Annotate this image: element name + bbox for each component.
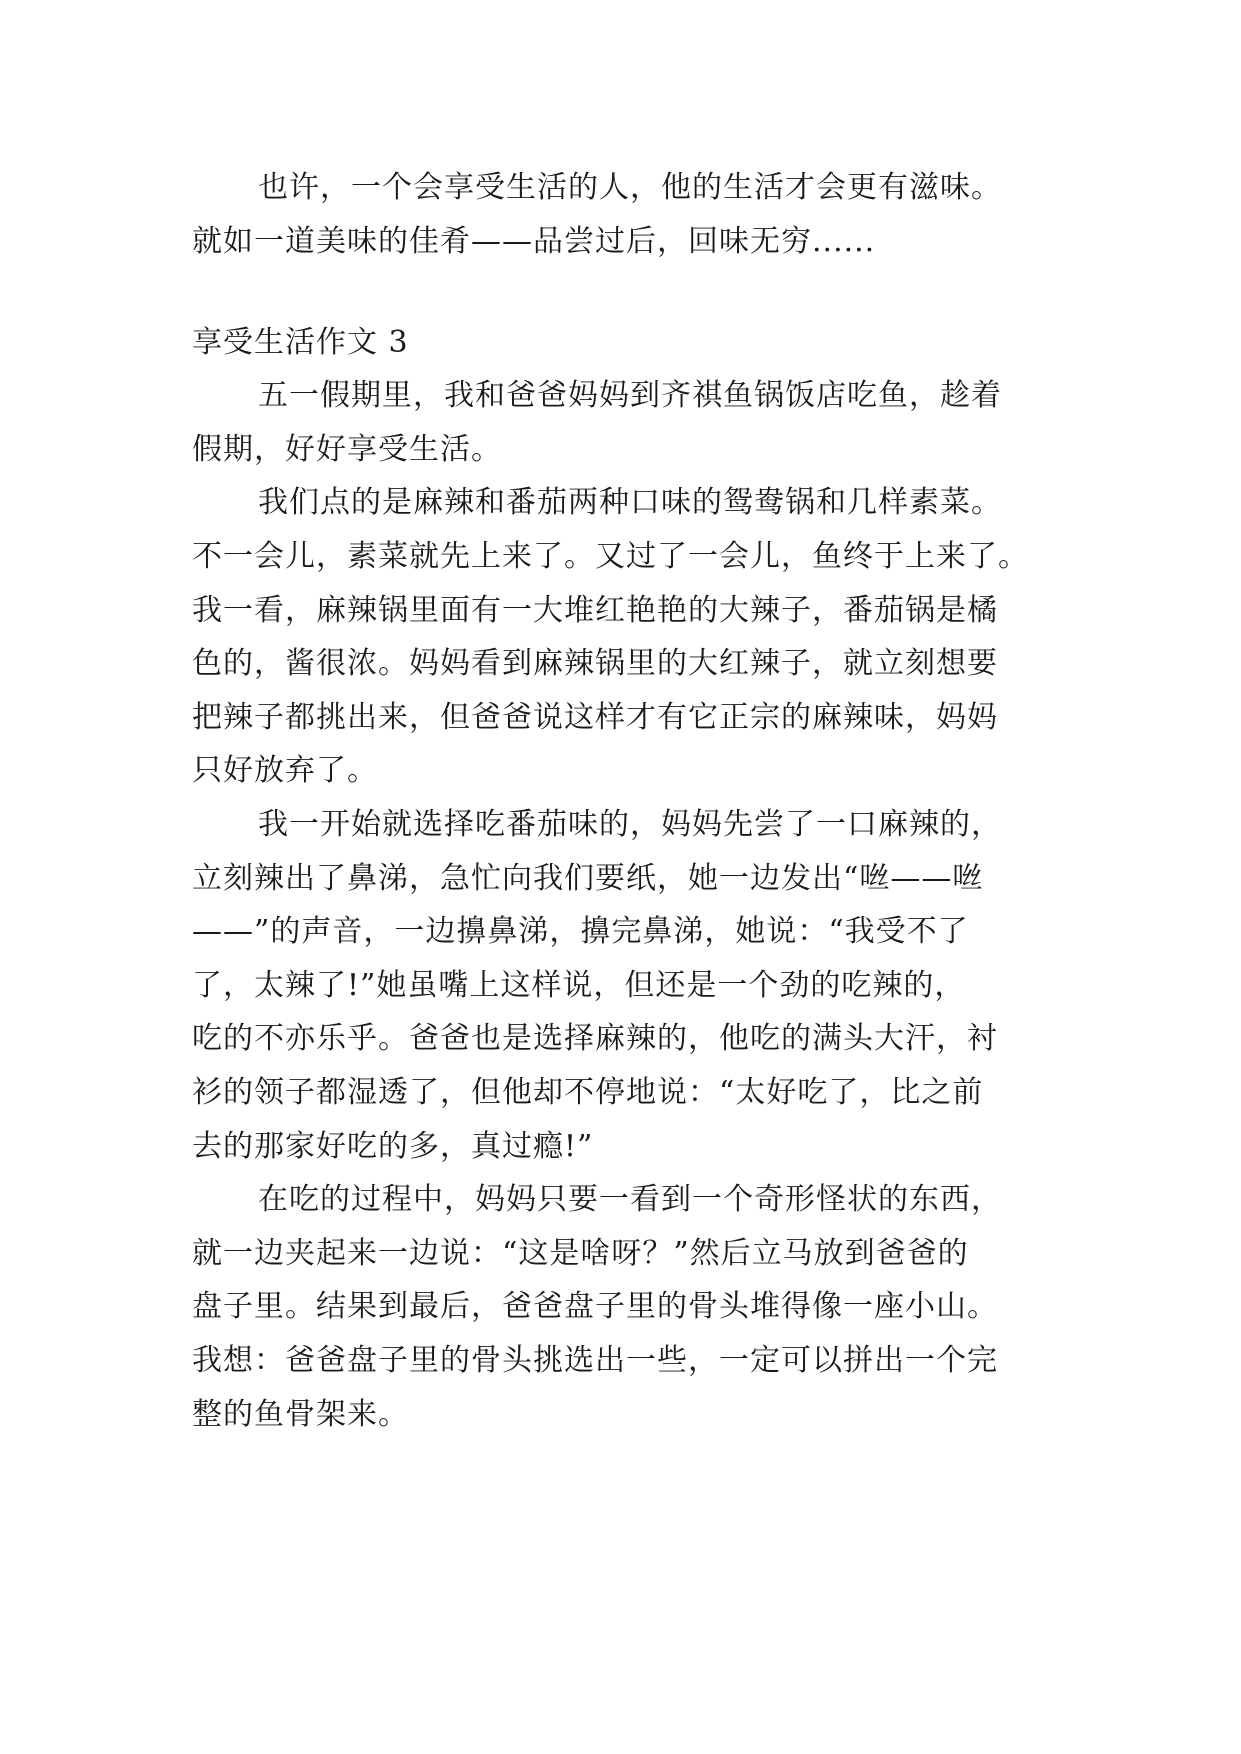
- paragraph-line: 吃的不亦乐乎。爸爸也是选择麻辣的，他吃的满头大汗，衬: [192, 1021, 998, 1056]
- paragraph-line: 去的那家好吃的多，真过瘾!”: [192, 1129, 594, 1164]
- paragraph-line: 只好放弃了。: [192, 753, 378, 788]
- paragraph-line: 在吃的过程中，妈妈只要一看到一个奇形怪状的东西，: [258, 1182, 1002, 1217]
- paragraph-line: 衫的领子都湿透了，但他却不停地说：“太好吃了，比之前: [192, 1075, 984, 1110]
- paragraph-line: 整的鱼骨架来。: [192, 1397, 409, 1432]
- paragraph-line: 就一边夹起来一边说：“这是啥呀？”然后立马放到爸爸的: [192, 1236, 969, 1271]
- paragraph-line: 五一假期里，我和爸爸妈妈到齐祺鱼锅饭店吃鱼，趁着: [258, 378, 1002, 413]
- paragraph-line: 我们点的是麻辣和番茄两种口味的鸳鸯锅和几样素菜。: [258, 485, 1002, 520]
- paragraph-line: ——”的声音，一边擤鼻涕，擤完鼻涕，她说：“我受不了: [192, 914, 969, 949]
- paragraph-line: 色的，酱很浓。妈妈看到麻辣锅里的大红辣子，就立刻想要: [192, 646, 998, 681]
- paragraph-line: 把辣子都挑出来，但爸爸说这样才有它正宗的麻辣味，妈妈: [192, 700, 998, 735]
- intro-line-1: 也许，一个会享受生活的人，他的生活才会更有滋味。: [258, 170, 1002, 205]
- paragraph-line: 我一开始就选择吃番茄味的，妈妈先尝了一口麻辣的，: [258, 807, 1002, 842]
- paragraph-line: 假期，好好享受生活。: [192, 432, 502, 467]
- paragraph-line: 不一会儿，素菜就先上来了。又过了一会儿，鱼终于上来了。: [192, 539, 1029, 574]
- paragraph-line: 了，太辣了!”她虽嘴上这样说，但还是一个劲的吃辣的，: [192, 968, 966, 1003]
- paragraph-line: 我一看，麻辣锅里面有一大堆红艳艳的大辣子，番茄锅是橘: [192, 593, 998, 628]
- paragraph-line: 我想：爸爸盘子里的骨头挑选出一些，一定可以拼出一个完: [192, 1343, 998, 1378]
- paragraph-line: 立刻辣出了鼻涕，急忙向我们要纸，她一边发出“咝——咝: [192, 861, 984, 896]
- paragraph-line: 盘子里。结果到最后，爸爸盘子里的骨头堆得像一座小山。: [192, 1289, 998, 1324]
- intro-line-2: 就如一道美味的佳肴——品尝过后，回味无穷......: [192, 224, 876, 259]
- section-title: 享受生活作文 3: [192, 325, 409, 360]
